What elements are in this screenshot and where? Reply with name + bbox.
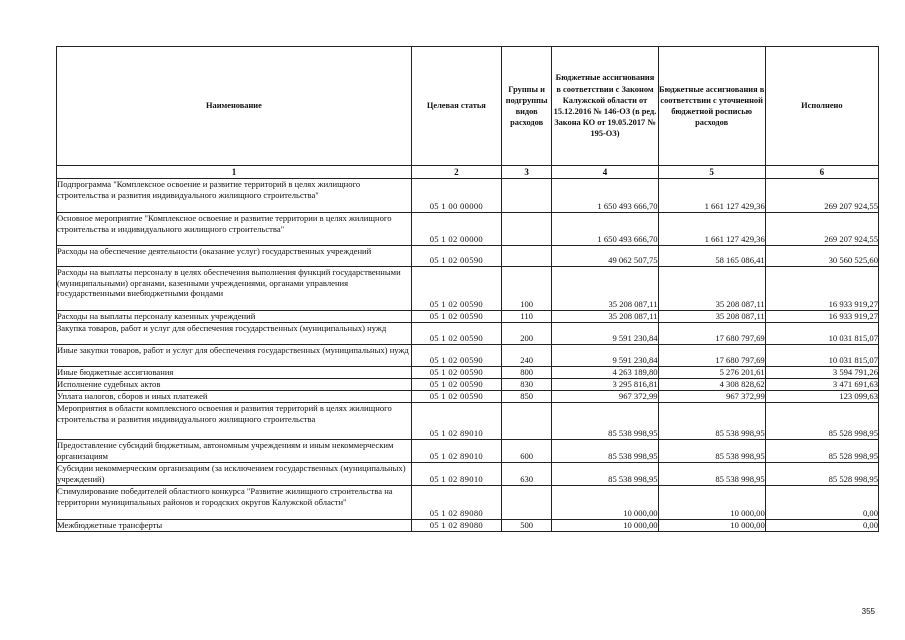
row-executed: 85 528 998,95 (765, 440, 878, 463)
table-body (57, 179, 879, 532)
row-law-allocation: 9 591 230,84 (552, 345, 658, 367)
column-number: 6 (765, 166, 878, 179)
table-row (57, 463, 879, 486)
row-target-article: 05 1 02 00590 (411, 379, 501, 391)
row-refined-allocation: 17 680 797,69 (658, 345, 765, 367)
row-law-allocation: 1 650 493 666,70 (552, 179, 658, 213)
row-expense-group: 500 (501, 520, 552, 532)
row-expense-group (501, 213, 552, 246)
row-executed: 30 560 525,60 (765, 246, 878, 267)
row-target-article: 05 1 02 00000 (411, 213, 501, 246)
row-name: Расходы на обеспечение деятельности (оказание услуг) государственных учреждений (57, 246, 412, 267)
budget-table (56, 46, 879, 532)
row-expense-group (501, 246, 552, 267)
header-row (57, 47, 879, 166)
row-expense-group: 830 (501, 379, 552, 391)
row-executed: 0,00 (765, 486, 878, 520)
table-row (57, 213, 879, 246)
row-law-allocation: 35 208 087,11 (552, 311, 658, 323)
row-refined-allocation: 10 000,00 (658, 520, 765, 532)
row-expense-group (501, 179, 552, 213)
row-expense-group: 600 (501, 440, 552, 463)
table-row (57, 246, 879, 267)
row-executed: 16 933 919,27 (765, 267, 878, 311)
row-expense-group (501, 486, 552, 520)
table-row (57, 403, 879, 440)
table-row (57, 179, 879, 213)
row-name: Расходы на выплаты персоналу казенных учреждений (57, 311, 412, 323)
row-executed: 10 031 815,07 (765, 345, 878, 367)
row-name: Мероприятия в области комплексного освоения и развития территорий в целях жилищного строительства и развития индивидуального жилищного строительства (57, 403, 412, 440)
header-target-article: Целевая статья (411, 47, 501, 166)
row-executed: 85 528 998,95 (765, 463, 878, 486)
row-executed: 269 207 924,55 (765, 179, 878, 213)
column-number: 2 (411, 166, 501, 179)
row-expense-group: 800 (501, 367, 552, 379)
row-target-article: 05 1 02 89080 (411, 486, 501, 520)
table-row (57, 486, 879, 520)
row-target-article: 05 1 02 89010 (411, 403, 501, 440)
row-target-article: 05 1 02 00590 (411, 311, 501, 323)
row-refined-allocation: 85 538 998,95 (658, 440, 765, 463)
column-number: 3 (501, 166, 552, 179)
row-target-article: 05 1 02 00590 (411, 345, 501, 367)
row-expense-group: 630 (501, 463, 552, 486)
row-executed: 0,00 (765, 520, 878, 532)
row-law-allocation: 85 538 998,95 (552, 463, 658, 486)
row-refined-allocation: 17 680 797,69 (658, 323, 765, 345)
row-expense-group: 200 (501, 323, 552, 345)
row-target-article: 05 1 02 00590 (411, 391, 501, 403)
row-name: Подпрограмма "Комплексное освоение и развитие территорий в целях жилищного строительства и развития индивидуального жилищного строительства" (57, 179, 412, 213)
row-target-article: 05 1 02 00590 (411, 367, 501, 379)
row-name: Иные закупки товаров, работ и услуг для обеспечения государственных (муниципальных) нужд (57, 345, 412, 367)
table-row (57, 379, 879, 391)
header-executed: Исполнено (765, 47, 878, 166)
table-row (57, 367, 879, 379)
row-name: Основное мероприятие "Комплексное освоение и развитие территории в целях жилищного строительства и индивидуального жилищного строительства" (57, 213, 412, 246)
row-target-article: 05 1 02 00590 (411, 246, 501, 267)
header-law-allocations: Бюджетные ассигнования в соответствии с Законом Калужской области от 15.12.2016 № 146-ОЗ (в ред. Закона КО от 19.05.2017 № 195-ОЗ) (552, 47, 658, 166)
row-law-allocation: 1 650 493 666,70 (552, 213, 658, 246)
row-refined-allocation: 1 661 127 429,36 (658, 179, 765, 213)
row-target-article: 05 1 02 89010 (411, 440, 501, 463)
row-refined-allocation: 5 276 201,61 (658, 367, 765, 379)
row-expense-group: 100 (501, 267, 552, 311)
page-number: 355 (861, 607, 875, 616)
table-row (57, 323, 879, 345)
row-expense-group: 110 (501, 311, 552, 323)
row-target-article: 05 1 02 00590 (411, 323, 501, 345)
row-law-allocation: 35 208 087,11 (552, 267, 658, 311)
row-target-article: 05 1 02 89010 (411, 463, 501, 486)
row-name: Исполнение судебных актов (57, 379, 412, 391)
row-refined-allocation: 58 165 086,41 (658, 246, 765, 267)
row-executed: 269 207 924,55 (765, 213, 878, 246)
table-row (57, 311, 879, 323)
row-refined-allocation: 35 208 087,11 (658, 267, 765, 311)
table-row (57, 440, 879, 463)
row-name: Уплата налогов, сборов и иных платежей (57, 391, 412, 403)
row-target-article: 05 1 00 00000 (411, 179, 501, 213)
row-executed: 3 594 791,26 (765, 367, 878, 379)
row-law-allocation: 49 062 507,75 (552, 246, 658, 267)
row-expense-group: 240 (501, 345, 552, 367)
row-target-article: 05 1 02 00590 (411, 267, 501, 311)
row-law-allocation: 10 000,00 (552, 520, 658, 532)
column-number: 1 (57, 166, 412, 179)
row-target-article: 05 1 02 89080 (411, 520, 501, 532)
row-law-allocation: 10 000,00 (552, 486, 658, 520)
row-law-allocation: 9 591 230,84 (552, 323, 658, 345)
row-expense-group (501, 403, 552, 440)
row-expense-group: 850 (501, 391, 552, 403)
row-name: Закупка товаров, работ и услуг для обеспечения государственных (муниципальных) нужд (57, 323, 412, 345)
row-executed: 85 528 998,95 (765, 403, 878, 440)
header-name: Наименование (57, 47, 412, 166)
row-refined-allocation: 35 208 087,11 (658, 311, 765, 323)
row-name: Субсидии некоммерческим организациям (за исключением государственных (муниципальных) учреждений) (57, 463, 412, 486)
row-law-allocation: 85 538 998,95 (552, 440, 658, 463)
row-name: Предоставление субсидий бюджетным, автономным учреждениям и иным некоммерческим организациям (57, 440, 412, 463)
row-executed: 123 099,63 (765, 391, 878, 403)
table-row (57, 345, 879, 367)
row-name: Межбюджетные трансферты (57, 520, 412, 532)
header-expense-groups: Группы и подгруппы видов расходов (501, 47, 552, 166)
table-row (57, 267, 879, 311)
row-law-allocation: 4 263 189,80 (552, 367, 658, 379)
row-name: Иные бюджетные ассигнования (57, 367, 412, 379)
row-name: Расходы на выплаты персоналу в целях обеспечения выполнения функций государственными (муниципальными) органами, казенными учреждениями, органами управления государственными внебюджетными фондами (57, 267, 412, 311)
column-number: 5 (658, 166, 765, 179)
row-law-allocation: 85 538 998,95 (552, 403, 658, 440)
row-law-allocation: 967 372,99 (552, 391, 658, 403)
row-refined-allocation: 85 538 998,95 (658, 463, 765, 486)
row-refined-allocation: 967 372,99 (658, 391, 765, 403)
header-refined-allocations: Бюджетные ассигнования в соответствии с уточненной бюджетной росписью расходов (658, 47, 765, 166)
row-executed: 10 031 815,07 (765, 323, 878, 345)
column-number: 4 (552, 166, 658, 179)
row-executed: 3 471 691,63 (765, 379, 878, 391)
table-row (57, 391, 879, 403)
row-refined-allocation: 10 000,00 (658, 486, 765, 520)
row-executed: 16 933 919,27 (765, 311, 878, 323)
row-law-allocation: 3 295 816,81 (552, 379, 658, 391)
row-refined-allocation: 1 661 127 429,36 (658, 213, 765, 246)
column-number-row (57, 166, 879, 179)
table-row (57, 520, 879, 532)
row-name: Стимулирование победителей областного конкурса "Развитие жилищного строительства на территории муниципальных районов и городских округов Калужской области" (57, 486, 412, 520)
row-refined-allocation: 4 308 828,62 (658, 379, 765, 391)
row-refined-allocation: 85 538 998,95 (658, 403, 765, 440)
